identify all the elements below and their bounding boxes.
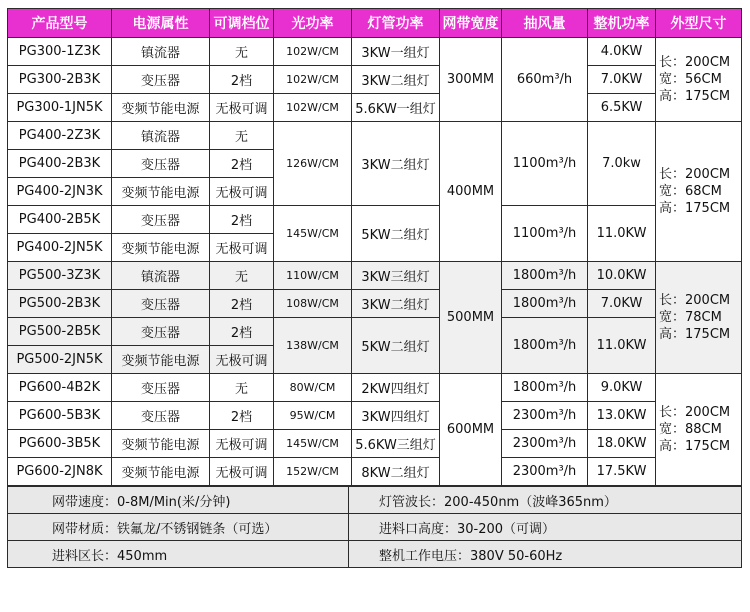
dim-height: 高：175CM (659, 439, 731, 454)
model-cell: PG400-2B3K (8, 150, 112, 178)
gear-cell: 2档 (210, 318, 274, 346)
model-cell: PG500-2B3K (8, 290, 112, 318)
table-row (8, 458, 742, 486)
table-row (8, 94, 742, 122)
dimensions-cell (656, 374, 742, 486)
gear-cell: 2档 (210, 150, 274, 178)
dim-length: 长：200CM (659, 167, 731, 182)
lamp-power-cell: 5.6KW三组灯 (352, 430, 440, 458)
feed-zone-length: 进料区长：450mm (8, 541, 349, 568)
working-voltage: 整机工作电压：380V 50-60Hz (349, 541, 742, 568)
total-power-cell: 7.0KW (588, 290, 656, 318)
belt-speed: 网带速度：0-8M/Min(米/分钟) (8, 487, 349, 514)
power-type-cell: 变压器 (112, 402, 210, 430)
table-row (8, 38, 742, 66)
header-air-volume: 抽风量 (502, 9, 588, 38)
air-volume-cell: 1800m³/h (502, 262, 588, 290)
power-type-cell: 变压器 (112, 150, 210, 178)
header-total-power: 整机功率 (588, 9, 656, 38)
total-power-cell: 9.0KW (588, 374, 656, 402)
model-cell: PG500-2B5K (8, 318, 112, 346)
dim-width: 宽：88CM (659, 422, 722, 437)
total-power-cell: 10.0KW (588, 262, 656, 290)
total-power-cell: 18.0KW (588, 430, 656, 458)
gear-cell: 无 (210, 262, 274, 290)
power-type-cell: 变频节能电源 (112, 430, 210, 458)
gear-cell: 2档 (210, 206, 274, 234)
power-type-cell: 变频节能电源 (112, 94, 210, 122)
power-type-cell: 变频节能电源 (112, 234, 210, 262)
table-row (8, 206, 742, 234)
power-type-cell: 镇流器 (112, 122, 210, 150)
lamp-power-cell: 3KW二组灯 (352, 290, 440, 318)
gear-cell: 无极可调 (210, 94, 274, 122)
gear-cell: 无极可调 (210, 234, 274, 262)
dim-height: 高：175CM (659, 201, 731, 216)
power-type-cell: 变频节能电源 (112, 458, 210, 486)
power-type-cell: 镇流器 (112, 38, 210, 66)
light-power-cell: 145W/CM (274, 430, 352, 458)
belt-width-cell: 500MM (440, 262, 502, 374)
dim-length: 长：200CM (659, 405, 731, 420)
total-power-cell: 7.0KW (588, 66, 656, 94)
header-lamp-power: 灯管功率 (352, 9, 440, 38)
model-cell: PG300-1JN5K (8, 94, 112, 122)
dim-height: 高：175CM (659, 327, 731, 342)
spec-footer (7, 486, 742, 568)
total-power-cell: 17.5KW (588, 458, 656, 486)
lamp-power-cell: 3KW三组灯 (352, 262, 440, 290)
light-power-cell: 95W/CM (274, 402, 352, 430)
light-power-cell: 80W/CM (274, 374, 352, 402)
dimensions-cell (656, 262, 742, 374)
model-cell: PG600-5B3K (8, 402, 112, 430)
footer-row (8, 541, 742, 568)
model-cell: PG400-2JN3K (8, 178, 112, 206)
total-power-cell: 11.0KW (588, 318, 656, 374)
light-power-cell: 102W/CM (274, 94, 352, 122)
gear-cell: 2档 (210, 290, 274, 318)
table-row (8, 290, 742, 318)
model-cell: PG600-3B5K (8, 430, 112, 458)
model-cell: PG400-2JN5K (8, 234, 112, 262)
header-model: 产品型号 (8, 9, 112, 38)
header-belt-width: 网带宽度 (440, 9, 502, 38)
light-power-cell: 126W/CM (274, 122, 352, 206)
air-volume-cell: 2300m³/h (502, 430, 588, 458)
lamp-power-cell: 8KW二组灯 (352, 458, 440, 486)
total-power-cell: 7.0kw (588, 122, 656, 206)
total-power-cell: 6.5KW (588, 94, 656, 122)
air-volume-cell: 1800m³/h (502, 290, 588, 318)
total-power-cell: 13.0KW (588, 402, 656, 430)
power-type-cell: 变频节能电源 (112, 178, 210, 206)
model-cell: PG400-2Z3K (8, 122, 112, 150)
lamp-power-cell: 5KW二组灯 (352, 318, 440, 374)
dimensions-cell (656, 122, 742, 262)
table-row (8, 402, 742, 430)
power-type-cell: 变频节能电源 (112, 346, 210, 374)
table-row (8, 122, 742, 150)
air-volume-cell: 2300m³/h (502, 402, 588, 430)
light-power-cell: 108W/CM (274, 290, 352, 318)
power-type-cell: 变压器 (112, 290, 210, 318)
air-volume-cell: 660m³/h (502, 38, 588, 122)
dim-width: 宽：78CM (659, 310, 722, 325)
footer-row (8, 514, 742, 541)
lamp-power-cell: 3KW一组灯 (352, 38, 440, 66)
gear-cell: 2档 (210, 402, 274, 430)
light-power-cell: 102W/CM (274, 66, 352, 94)
model-cell: PG300-2B3K (8, 66, 112, 94)
air-volume-cell: 1800m³/h (502, 374, 588, 402)
dim-width: 宽：68CM (659, 184, 722, 199)
model-cell: PG500-3Z3K (8, 262, 112, 290)
air-volume-cell: 1100m³/h (502, 122, 588, 206)
lamp-power-cell: 3KW二组灯 (352, 122, 440, 206)
dim-length: 长：200CM (659, 293, 731, 308)
gear-cell: 无极可调 (210, 178, 274, 206)
power-type-cell: 变压器 (112, 374, 210, 402)
footer-row (8, 487, 742, 514)
lamp-wavelength: 灯管波长：200-450nm（波峰365nm） (349, 487, 742, 514)
air-volume-cell: 2300m³/h (502, 458, 588, 486)
lamp-power-cell: 3KW四组灯 (352, 402, 440, 430)
belt-material: 网带材质：铁氟龙/不锈钢链条（可选） (8, 514, 349, 541)
header-dimensions: 外型尺寸 (656, 9, 742, 38)
light-power-cell: 145W/CM (274, 206, 352, 262)
light-power-cell: 152W/CM (274, 458, 352, 486)
model-cell: PG500-2JN5K (8, 346, 112, 374)
gear-cell: 无极可调 (210, 458, 274, 486)
total-power-cell: 4.0KW (588, 38, 656, 66)
spec-table (7, 8, 742, 486)
model-cell: PG600-4B2K (8, 374, 112, 402)
belt-width-cell: 400MM (440, 122, 502, 262)
table-row (8, 66, 742, 94)
total-power-cell: 11.0KW (588, 206, 656, 262)
spec-sheet (7, 8, 741, 568)
table-row (8, 262, 742, 290)
lamp-power-cell: 2KW四组灯 (352, 374, 440, 402)
model-cell: PG300-1Z3K (8, 38, 112, 66)
header-power-type: 电源属性 (112, 9, 210, 38)
lamp-power-cell: 5.6KW一组灯 (352, 94, 440, 122)
light-power-cell: 138W/CM (274, 318, 352, 374)
belt-width-cell: 600MM (440, 374, 502, 486)
table-row (8, 374, 742, 402)
table-row (8, 430, 742, 458)
power-type-cell: 变压器 (112, 66, 210, 94)
belt-width-cell: 300MM (440, 38, 502, 122)
air-volume-cell: 1800m³/h (502, 318, 588, 374)
lamp-power-cell: 5KW二组灯 (352, 206, 440, 262)
header-light-power: 光功率 (274, 9, 352, 38)
model-cell: PG400-2B5K (8, 206, 112, 234)
dim-height: 高：175CM (659, 89, 731, 104)
gear-cell: 无 (210, 38, 274, 66)
power-type-cell: 变压器 (112, 318, 210, 346)
gear-cell: 无 (210, 374, 274, 402)
dim-length: 长：200CM (659, 55, 731, 70)
air-volume-cell: 1100m³/h (502, 206, 588, 262)
model-cell: PG600-2JN8K (8, 458, 112, 486)
gear-cell: 无极可调 (210, 430, 274, 458)
gear-cell: 无 (210, 122, 274, 150)
dim-width: 宽：56CM (659, 72, 722, 87)
gear-cell: 2档 (210, 66, 274, 94)
header-row (8, 9, 742, 38)
light-power-cell: 110W/CM (274, 262, 352, 290)
lamp-power-cell: 3KW二组灯 (352, 66, 440, 94)
table-row (8, 318, 742, 346)
power-type-cell: 镇流器 (112, 262, 210, 290)
dimensions-cell (656, 38, 742, 122)
inlet-height: 进料口高度：30-200（可调） (349, 514, 742, 541)
gear-cell: 无极可调 (210, 346, 274, 374)
light-power-cell: 102W/CM (274, 38, 352, 66)
power-type-cell: 变压器 (112, 206, 210, 234)
header-gear: 可调档位 (210, 9, 274, 38)
